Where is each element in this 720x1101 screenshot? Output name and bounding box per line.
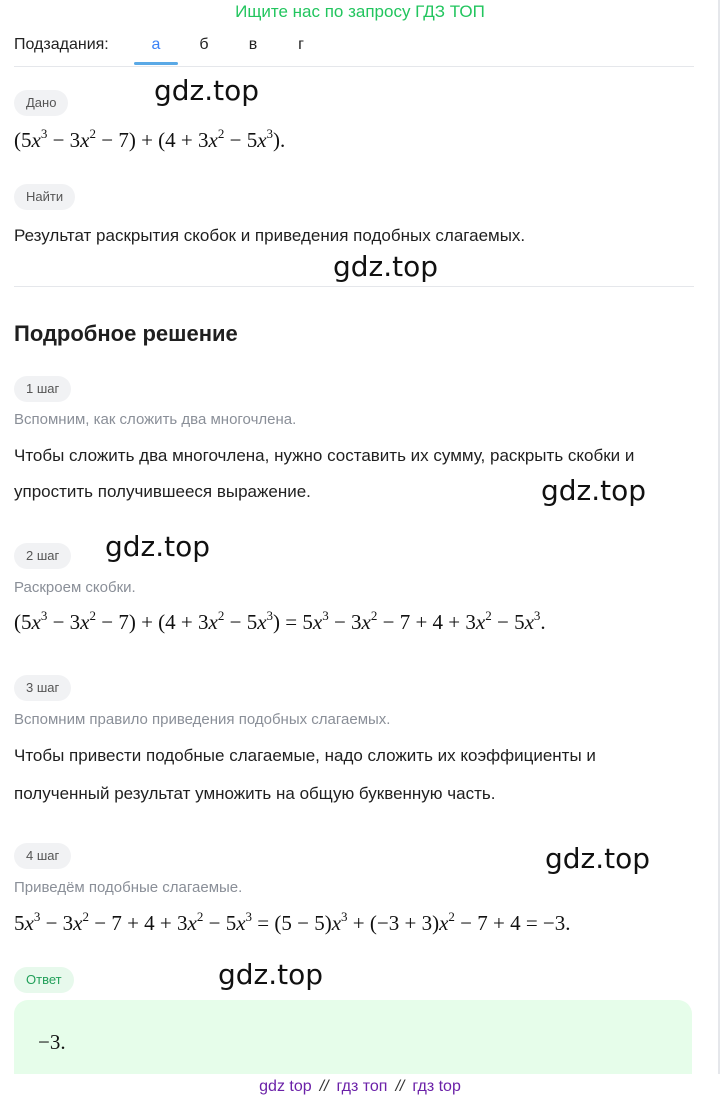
step-4-hint: Приведём подобные слагаемые.: [14, 879, 243, 896]
step-1-text-line-2: упростить получившееся выражение.: [14, 482, 311, 501]
watermark: gdz.top: [545, 842, 651, 875]
answer-box: [14, 1000, 692, 1074]
step-2-hint: Раскроем скобки.: [14, 579, 136, 596]
top-banner: Ищите нас по запросу ГДЗ ТОП: [235, 2, 485, 21]
footer-link-1[interactable]: gdz top: [259, 1078, 312, 1095]
watermark: gdz.top: [105, 530, 211, 563]
step-2-chip: 2 шаг: [14, 543, 71, 569]
tab-g[interactable]: г: [298, 36, 304, 53]
answer-chip: Ответ: [14, 967, 74, 993]
step-2-expression: $(5x^3 - 3x^2 - 7) + (4 + 3x^2 - 5x^3) = 5x^3 - 3x^2 - 7 + 4 + 3x^2 - 5x^3$.: [14, 608, 546, 634]
step-1-hint: Вспомним, как сложить два многочлена.: [14, 411, 297, 428]
footer-separator: //: [395, 1078, 405, 1095]
solution-title: Подробное решение: [14, 321, 238, 346]
step-1-text-line-1: Чтобы сложить два многочлена, нужно составить их сумму, раскрыть скобки и: [14, 446, 635, 465]
step-3-text-line-1: Чтобы привести подобные слагаемые, надо сложить их коэффициенты и: [14, 746, 596, 765]
subtasks-label: Подзадания:: [14, 36, 109, 53]
watermark: gdz.top: [541, 474, 647, 507]
footer: [0, 1074, 720, 1101]
watermark: gdz.top: [154, 74, 260, 107]
step-3-hint: Вспомним правило приведения подобных слагаемых.: [14, 711, 391, 728]
step-1-chip: 1 шаг: [14, 376, 71, 402]
given-chip: Дано: [14, 90, 68, 116]
footer-link-3[interactable]: гдз top: [412, 1078, 461, 1095]
given-expression: $(5x^3 - 3x^2 - 7) + (4 + 3x^2 - 5x^3)$.: [14, 126, 286, 152]
step-4-chip: 4 шаг: [14, 843, 71, 869]
step-4-expression: $5x^3 - 3x^2 - 7 + 4 + 3x^2 - 5x^3 = (5 - 5)x^3 + (-3 + 3)x^2 - 7 + 4 = -3$.: [14, 909, 571, 935]
subtask-tabs: [14, 32, 694, 67]
step-3-text-line-2: полученный результат умножить на общую буквенную часть.: [14, 784, 496, 803]
tab-a[interactable]: а: [151, 36, 161, 53]
section-divider: [14, 286, 694, 287]
active-tab-indicator: [134, 62, 178, 65]
footer-separator: //: [319, 1078, 329, 1095]
tab-b[interactable]: б: [199, 36, 209, 53]
tab-v[interactable]: в: [248, 36, 258, 53]
footer-link-2[interactable]: гдз топ: [336, 1078, 388, 1095]
watermark: gdz.top: [218, 958, 324, 991]
find-text: Результат раскрытия скобок и приведения подобных слагаемых.: [14, 226, 526, 245]
watermark: gdz.top: [333, 250, 439, 283]
answer-value: −3.: [38, 1030, 66, 1054]
step-3-chip: 3 шаг: [14, 675, 71, 701]
find-chip: Найти: [14, 184, 75, 210]
